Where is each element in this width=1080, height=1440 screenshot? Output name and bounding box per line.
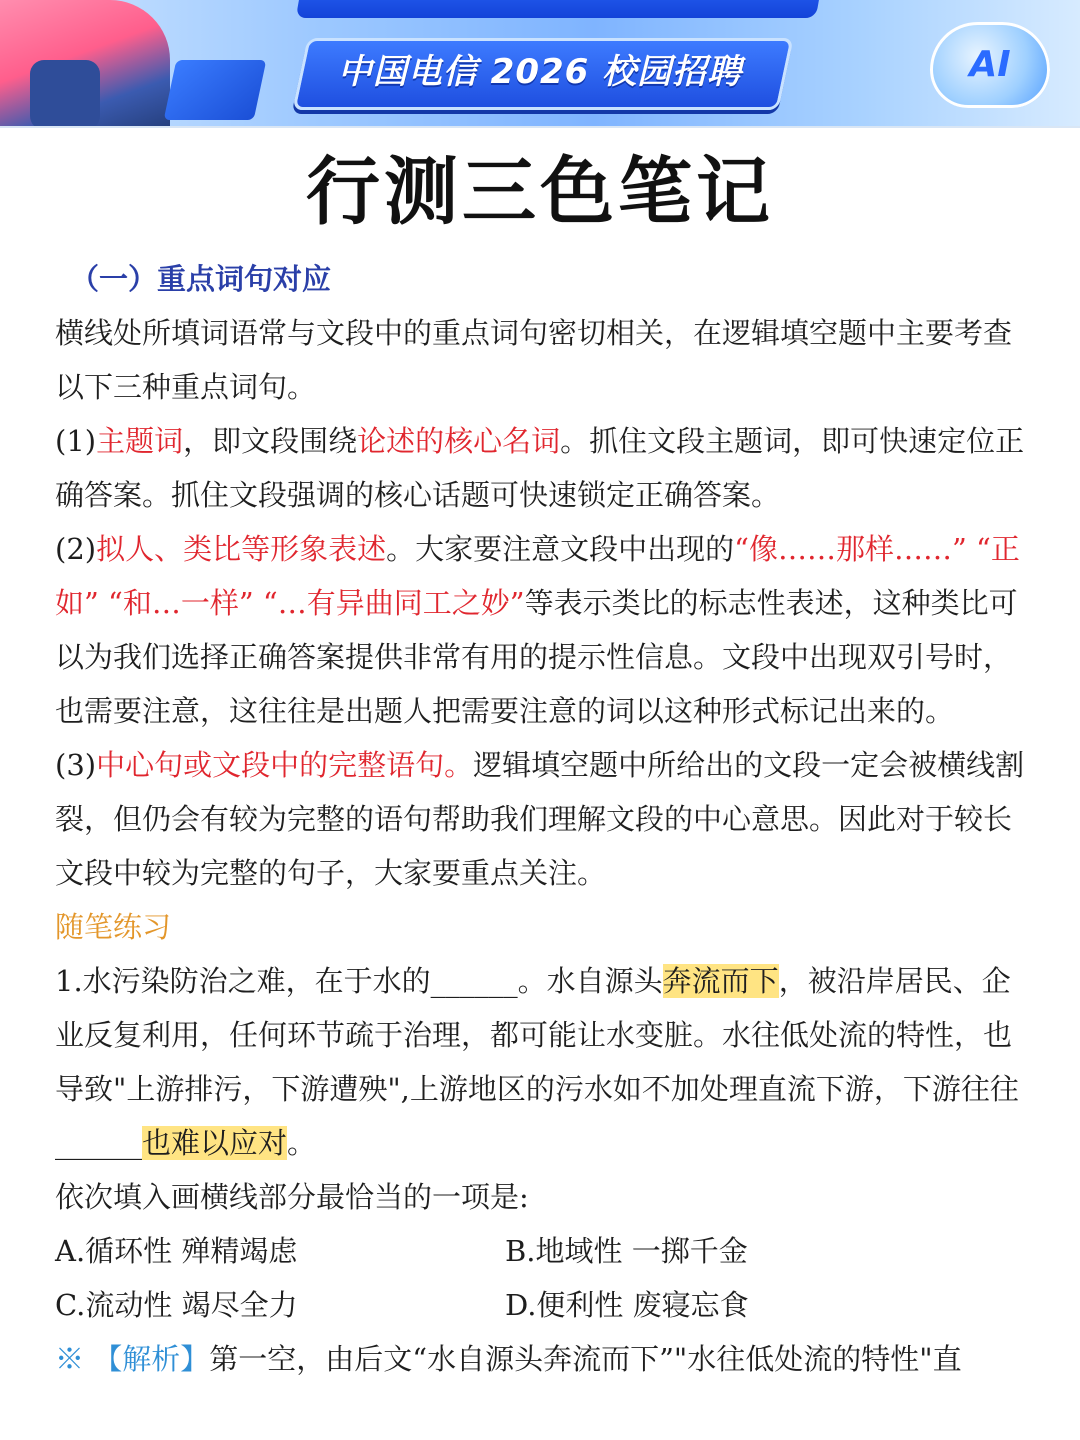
option-c: C.流动性 竭尽全力 [55, 1288, 298, 1322]
point-2-text-mid: 。大家要注意文段中出现的 [386, 532, 735, 566]
analysis-label: 【解析】 [93, 1342, 210, 1376]
point-2-paragraph [55, 522, 1030, 738]
point-1-text-rest: 。抓住文段主题词，即可快速定位正确答案。抓住文段强调的核心话题可快速锁定正确答案。 [55, 424, 1025, 512]
section-heading: （一）重点词句对应 [70, 262, 332, 296]
document-body [55, 306, 1030, 1386]
question-highlight-1: 奔流而下 [662, 964, 779, 998]
practice-label: 随笔练习 [55, 910, 172, 944]
option-a: A.循环性 殚精竭虑 [55, 1234, 298, 1268]
point-3-text-rest: 逻辑填空题中所给出的文段一定会被横线割裂，但仍会有较为完整的语句帮助我们理解文段的中心意思。因此对于较长文段中较为完整的句子，大家要重点关注。 [55, 748, 1025, 890]
point-3-number: (3) [55, 748, 97, 782]
point-1-number: (1) [55, 424, 97, 458]
question-text-2: ，被沿岸居民、企业反复利用，任何环节疏于治理，都可能让水变脏。水往低处流的特性，也导致"上游排污，下游遭殃",上游地区的污水如不加处理直流下游，下游往往______ [55, 964, 1019, 1160]
point-1-keyword-2: 论述的核心名词 [357, 424, 561, 458]
banner-cube-decoration [164, 60, 267, 120]
point-2-number: (2) [55, 532, 97, 566]
option-d: D.便利性 废寝忘食 [505, 1288, 749, 1322]
intro-paragraph: 横线处所填词语常与文段中的重点词句密切相关，在逻辑填空题中主要考查以下三种重点词句。 [55, 316, 1013, 404]
option-b: B.地域性 一掷千金 [505, 1234, 748, 1268]
question-text-1: 1.水污染防治之难，在于水的______。水自源头 [55, 964, 663, 998]
point-1-paragraph [55, 414, 1030, 522]
analysis-mark: ※ [55, 1342, 85, 1376]
question-highlight-2: 也难以应对 [142, 1126, 288, 1160]
point-3-keyword: 中心句或文段中的完整语句。 [96, 748, 474, 782]
question-paragraph [55, 954, 1030, 1170]
answer-options [55, 1224, 1030, 1332]
point-2-examples: “像……那样……” “正如” “和…一样” “…有异曲同工之妙” [55, 532, 1020, 620]
analysis-paragraph [55, 1332, 1030, 1386]
banner-character-detail [30, 60, 100, 128]
point-2-keyword: 拟人、类比等形象表述 [96, 532, 387, 566]
point-2-text-rest: 等表示类比的标志性表述，这种类比可以为我们选择正确答案提供非常有用的提示性信息。文段中出现双引号时，也需要注意，这往往是出题人把需要注意的词以这种形式标记出来的。 [55, 586, 1018, 728]
ai-badge-text: AI [969, 44, 1011, 85]
question-prompt: 依次填入画横线部分最恰当的一项是: [55, 1180, 529, 1214]
point-1-keyword: 主题词 [96, 424, 184, 458]
point-1-text-mid: ，即文段围绕 [183, 424, 358, 458]
header-banner [0, 0, 1080, 128]
analysis-text: 第一空，由后文“水自源头奔流而下”"水往低处流的特性"直 [209, 1342, 962, 1376]
question-text-3: 。 [287, 1126, 317, 1160]
page-title: 行测三色笔记 [306, 149, 774, 235]
banner-title-plate-top [296, 0, 824, 18]
point-3-paragraph [55, 738, 1030, 900]
banner-text: 中国电信 2026 校园招聘 [337, 52, 743, 92]
